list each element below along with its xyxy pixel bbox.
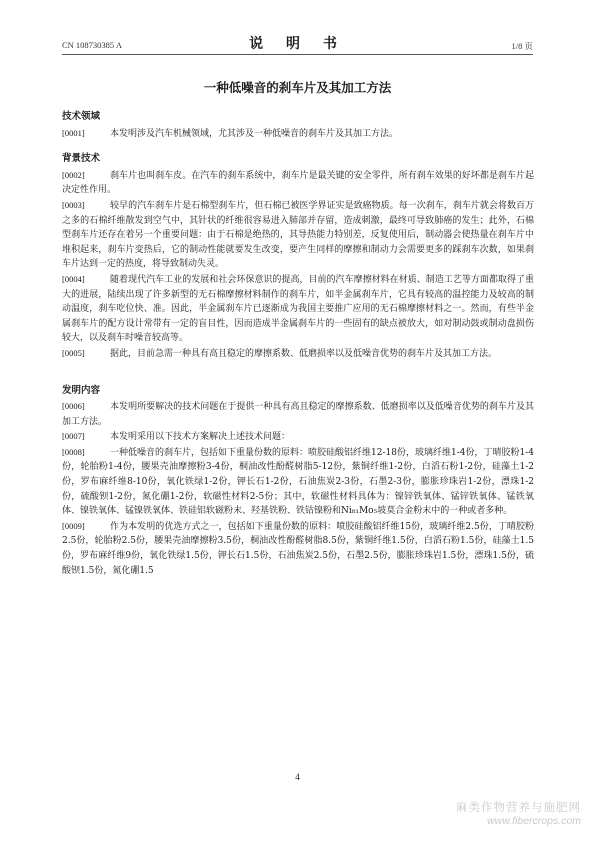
watermark-name: 麻类作物营养与施肥网 xyxy=(456,802,581,814)
paragraph-text: 刹车片也叫刹车皮。在汽车的刹车系统中，刹车片是最关键的安全零件，所有刹车效果的好坏都是刹车片起决定性作用。 xyxy=(62,170,534,196)
paragraph-text: 随着现代汽车工业的发展和社会环保意识的提高，目前的汽车摩擦材料在材质、制造工艺等方面都取得了重大的进展，陆续出现了许多新型的无石棉摩擦材料制作的刹车片，如半金属刹车片，它具有较高的温控能力及较高的制动温度，刹车吃位快、准。因此，半金属刹车片已逐渐成为我国主要推广应用的无石棉摩擦材料之一。然而，有些半金属刹车片的配方设计常带有一定的盲目性，因而造成半金属刹车片的一些固有的缺点被放大，如对制动鼓或制动盘损伤较大，以及刹车时噪音较高等。 xyxy=(62,274,534,344)
paragraph xyxy=(62,272,534,346)
section-heading: 背景技术 xyxy=(62,153,101,165)
patent-number: CN 108730385 A xyxy=(62,40,122,50)
watermark-url: www.fibercrops.com xyxy=(487,815,581,827)
paragraph-number: [0008] xyxy=(62,446,85,457)
watermark xyxy=(456,802,581,828)
paragraph-text: 本发明涉及汽车机械领域，尤其涉及一种低噪音的刹车片及其加工方法。 xyxy=(110,128,399,139)
document-body xyxy=(62,110,534,578)
paragraph xyxy=(62,519,534,578)
page-number: 4 xyxy=(295,772,300,782)
section-heading: 发明内容 xyxy=(62,384,101,396)
paragraph xyxy=(62,168,534,198)
paragraph-number: [0003] xyxy=(62,199,85,210)
document-title: 一种低噪音的刹车片及其加工方法 xyxy=(203,80,392,95)
paragraph-number: [0004] xyxy=(62,273,85,284)
header-divider xyxy=(62,54,533,55)
paragraph xyxy=(62,399,534,429)
paragraph-number: [0001] xyxy=(62,127,85,138)
paragraph-text: 本发明所要解决的技术问题在于提供一种具有高且稳定的摩擦系数、低磨损率以及低噪音优势的刹车片及其加工方法。 xyxy=(62,402,534,427)
paragraph xyxy=(62,346,534,362)
paragraph-text: 一种低噪音的刹车片，包括如下重量份数的原料：喷胶硅酸铝纤维12-18份，玻璃纤维1-4份，丁晴胶粉1-4份，轮胎粉1-4份，腰果壳油摩擦粉3-4份，桐油改性酚醛树脂5-12份，紫铜纤维1-2份，白滔石粉1-2份，硅藻土1-2份，罗布麻纤维8-10份，氧化铁绿1-2份，钾长石1-2份，石油焦炭2-3份，石墨2-3份，膨胀珍珠岩1-2份，漂珠1-2份，硫酸钡1-2份，氮化硼1-2份，软磁性材料2-5份；其中，软磁性材料具体为：镍锌铁氧体、锰锌铁氧体、锰铁氧体、镍铁氧体、锰镍铁氧体、铁硅铝软磁粉末、羟基铁粉、铁钴镍粉和Ni₈₁Mo₅坡莫合金粉末中的一种或者多种。 xyxy=(62,447,534,517)
paragraph-number: [0002] xyxy=(62,169,85,180)
paragraph xyxy=(62,198,534,272)
paragraph xyxy=(62,445,534,519)
paragraph xyxy=(62,429,534,445)
paragraph-number: [0007] xyxy=(62,431,85,442)
page-indicator: 1/8 页 xyxy=(511,41,533,51)
section-heading: 技术领域 xyxy=(62,111,101,122)
paragraph-number: [0005] xyxy=(62,347,85,358)
paragraph-text: 作为本发明的优选方式之一，包括如下重量份数的原料：喷胶硅酸铝纤维15份，玻璃纤维2.5份，丁晴胶粉2.5份，轮胎粉2.5份，腰果壳油摩擦粉3.5份，桐油改性酚醛树脂8.5份，紫铜纤维1.5份，白滔石粉1.5份，硅藻土1.5份，罗布麻纤维9份，氧化铁绿1.5份，钾长石1.5份，石油焦炭2.5份，石墨2.5份，膨胀珍珠岩1.5份，漂珠1.5份，硫酸钡1.5份，氮化硼1.5 xyxy=(62,521,534,576)
paragraph-number: [0006] xyxy=(62,401,85,412)
paragraph xyxy=(62,126,534,142)
paragraph-text: 本发明采用以下技术方案解决上述技术问题： xyxy=(110,432,291,443)
document-type: 说 明 书 xyxy=(249,36,346,52)
paragraph-text: 据此，目前急需一种具有高且稳定的摩擦系数、低磨损率以及低噪音优势的刹车片及其加工方法。 xyxy=(110,348,498,359)
paragraph-text: 较早的汽车刹车片是石棉型刹车片，但石棉已被医学界证实是致癌物质。每一次刹车，刹车片就会将数百万之多的石棉纤维散发到空气中，其针状的纤维很容易进入肺部并存留，造成刺激，最终可导致肺癌的发生；此外，石棉型刹车片还存在着另一个重要问题：由于石棉是绝热的，其导热能力特别差，反复使用后，制动器会使热量在刹车片中堆积起来，刹车片变热后，它的制动性能就要发生改变，要产生同样的摩擦和制动力会需要更多的踩刹车次数，如果刹车片达到一定的热度，将导致制动失灵。 xyxy=(62,200,534,270)
paragraph-number: [0009] xyxy=(62,520,85,531)
